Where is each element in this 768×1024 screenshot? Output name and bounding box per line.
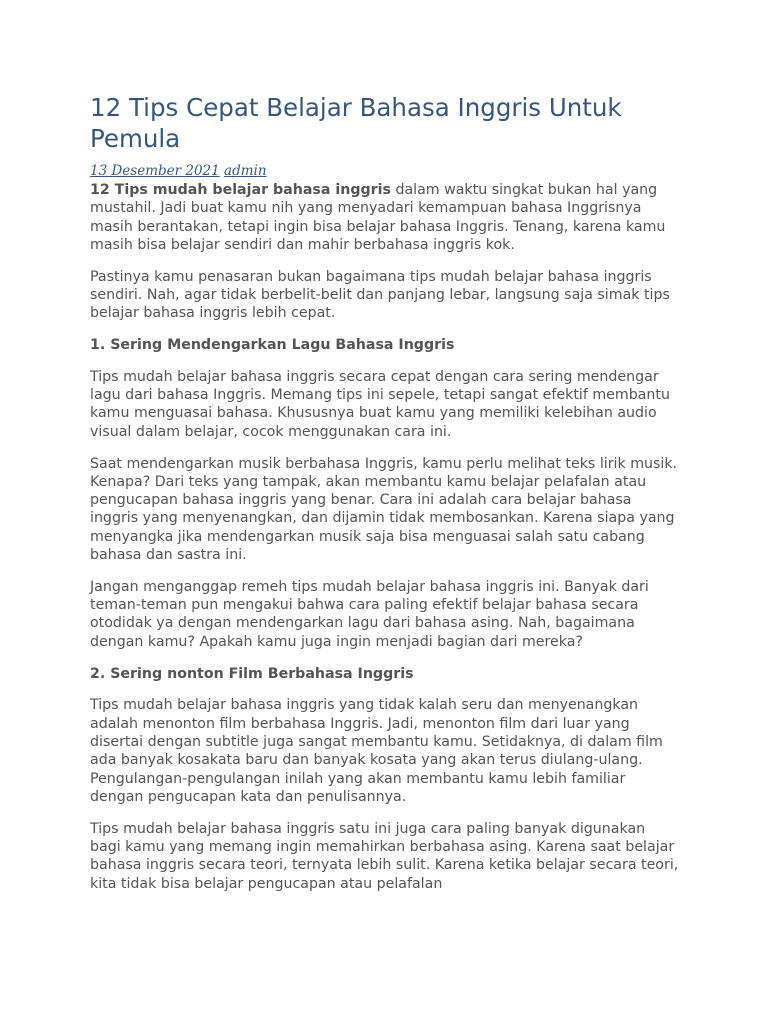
intro-bold: 12 Tips mudah belajar bahasa inggris — [90, 182, 391, 198]
section-heading-1: 1. Sering Mendengarkan Lagu Bahasa Inggris — [90, 337, 455, 354]
section-heading-2: 2. Sering nonton Film Berbahasa Inggris — [90, 665, 414, 682]
intro-text: dalam waktu singkat bukan hal yang mustahil. Jadi buat kamu nih yang menyadari kemampuan bahasa Inggrisnya masih berantakan, tetapi ingin bisa belajar bahasa Inggris. Tenang, karena kamu masih bisa belajar sendiri dan mahir berbahasa inggris kok. — [90, 182, 666, 253]
intro-paragraph — [90, 181, 680, 254]
paragraph-2: Pastinya kamu penasaran bukan bagaimana tips mudah belajar bahasa inggris sendiri. Nah, agar tidak berbelit-belit dan panjang lebar, langsung saja simak tips belajar bahasa inggris lebih cepat. — [90, 268, 670, 322]
section-1-paragraph-3: Jangan menganggap remeh tips mudah belajar bahasa inggris ini. Banyak dari teman-teman pun mengakui bahwa cara paling efektif belajar bahasa secara otodidak ya dengan mendengarkan lagu dari bahasa asing. Nah, bagaimana dengan kamu? Apakah kamu juga ingin menjadi bagian dari mereka? — [90, 578, 649, 650]
article-title: 12 Tips Cepat Belajar Bahasa Inggris Untuk Pemula — [90, 93, 622, 153]
article-meta — [90, 163, 680, 179]
section-2-paragraph-1: Tips mudah belajar bahasa inggris yang tidak kalah seru dan menyenangkan adalah menonton film berbahasa Inggris. Jadi, menonton film dari luar yang disertai dengan subtitle juga sangat membantu kamu. Setidaknya, di dalam film ada banyak kosakata baru dan banyak kosata yang akan terus diulang-ulang. Pengulangan-pengulangan inilah yang akan membantu kamu lebih familiar dengan pengucapan kata dan penulisannya. — [90, 697, 663, 805]
section-2-paragraph-2: Tips mudah belajar bahasa inggris satu ini juga cara paling banyak digunakan bagi kamu yang memang ingin memahirkan berbahasa asing. Karena saat belajar bahasa inggris secara teori, ternyata lebih sulit. Karena ketika belajar secara teori, kita tidak bisa belajar pengucapan atau pelafalan — [90, 820, 679, 892]
article — [90, 92, 680, 906]
section-1-paragraph-1: Tips mudah belajar bahasa inggris secara cepat dengan cara sering mendengar lagu dari bahasa Inggris. Memang tips ini sepele, tetapi sangat efektif membantu kamu menguasai bahasa. Khususnya buat kamu yang memiliki kelebihan audio visual dalam belajar, cocok menggunakan cara ini. — [90, 368, 670, 440]
date-link[interactable]: 13 Desember 2021 — [90, 163, 220, 179]
section-1-paragraph-2: Saat mendengarkan musik berbahasa Inggris, kamu perlu melihat teks lirik musik. Kenapa? Dari teks yang tampak, akan membantu kamu belajar pelafalan atau pengucapan bahasa inggris yang benar. Cara ini adalah cara belajar bahasa inggris yang menyenangkan, dan dijamin tidak membosankan. Karena siapa yang menyangka jika mendengarkan musik saja bisa menguasai salah satu cabang bahasa dan sastra ini. — [90, 455, 678, 564]
author-link[interactable]: admin — [224, 163, 267, 179]
